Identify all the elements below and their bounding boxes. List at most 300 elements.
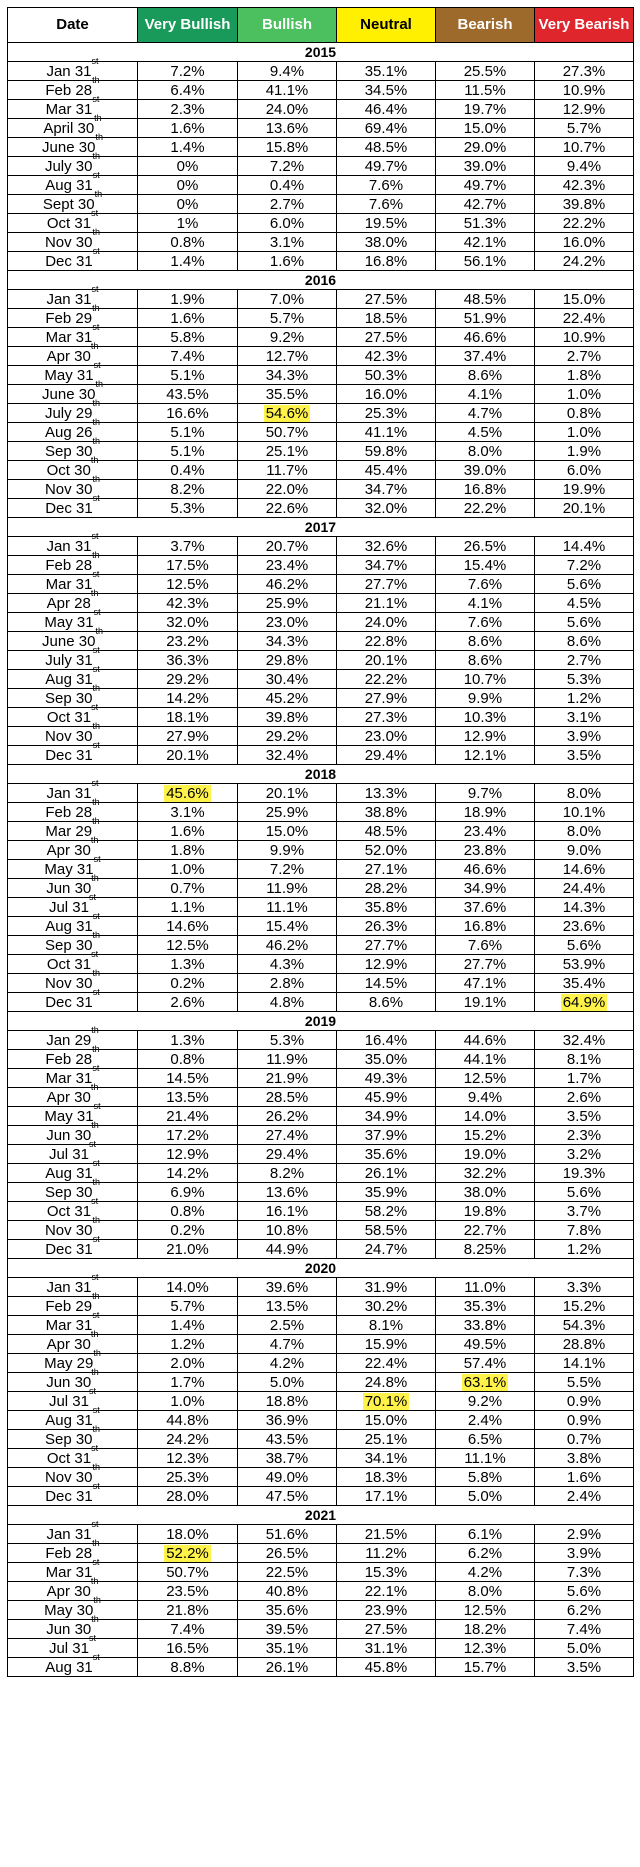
value-text: 3.5% [566, 1107, 602, 1125]
column-header-bullish: Bullish [238, 8, 337, 43]
value-cell-very-bearish [535, 62, 634, 81]
value-cell-bearish [436, 1335, 535, 1354]
date-cell [8, 834, 138, 860]
date-ordinal-suffix: st [93, 853, 101, 864]
value-cell-neutral [337, 537, 436, 556]
value-cell-bearish [436, 1069, 535, 1088]
value-cell-bullish [238, 214, 337, 233]
value-text: 27.3% [364, 708, 408, 726]
value-text: 38.0% [364, 233, 408, 251]
value-text: 26.5% [463, 537, 507, 555]
value-cell-bearish [436, 385, 535, 404]
date-text: Nov 30 [44, 1468, 93, 1486]
year-row [8, 43, 634, 62]
value-text: 7.8% [566, 1221, 602, 1239]
date-cell [8, 473, 138, 499]
value-cell-very-bearish [535, 176, 634, 195]
value-cell-neutral [337, 62, 436, 81]
value-cell-neutral [337, 442, 436, 461]
date-cell [8, 397, 138, 423]
value-cell-very-bullish [138, 119, 238, 138]
value-text: 12.7% [265, 347, 309, 365]
value-text: 14.5% [364, 974, 408, 992]
date-cell [8, 226, 138, 252]
value-text: 3.8% [566, 1449, 602, 1467]
date-cell [8, 283, 138, 309]
column-header-bearish: Bearish [436, 8, 535, 43]
date-text: Apr 28 [46, 594, 91, 612]
value-cell-bullish [238, 1392, 337, 1411]
value-cell-very-bearish [535, 993, 634, 1012]
value-cell-bullish [238, 1639, 337, 1658]
date-ordinal-suffix: st [93, 359, 101, 370]
value-text: 16.6% [166, 404, 209, 422]
value-cell-bullish [238, 1430, 337, 1449]
table-row [8, 955, 634, 974]
value-cell-bearish [436, 1183, 535, 1202]
value-cell-bullish [238, 537, 337, 556]
value-cell-very-bearish [535, 955, 634, 974]
value-text: 12.5% [166, 936, 209, 954]
value-cell-bullish [238, 1107, 337, 1126]
value-text: 0% [176, 157, 199, 175]
table-row [8, 385, 634, 404]
value-text: 12.5% [166, 575, 209, 593]
value-text: 15.8% [265, 138, 309, 156]
table-row [8, 1601, 634, 1620]
date-ordinal-suffix: th [92, 682, 101, 693]
value-cell-very-bearish [535, 423, 634, 442]
table-row [8, 157, 634, 176]
value-text: 6.2% [467, 1544, 503, 1562]
value-cell-very-bearish [535, 1392, 634, 1411]
date-ordinal-suffix: th [92, 1537, 100, 1548]
date-ordinal-suffix: st [92, 93, 100, 104]
value-cell-bullish [238, 1620, 337, 1639]
value-text: 32.0% [364, 499, 408, 517]
date-ordinal-suffix: th [92, 397, 101, 408]
date-text: Sep 30 [44, 442, 93, 460]
table-row [8, 1354, 634, 1373]
value-cell-neutral [337, 423, 436, 442]
date-ordinal-suffix: st [92, 1404, 100, 1415]
value-text: 17.1% [364, 1487, 408, 1505]
value-text: 39.5% [265, 1620, 309, 1638]
date-ordinal-suffix: th [95, 131, 103, 142]
value-cell-very-bullish [138, 290, 238, 309]
value-cell-neutral [337, 727, 436, 746]
value-cell-bullish [238, 575, 337, 594]
value-text: 22.5% [265, 1563, 309, 1581]
date-cell [8, 245, 138, 271]
value-cell-bullish [238, 252, 337, 271]
value-cell-neutral [337, 119, 436, 138]
value-cell-bearish [436, 1164, 535, 1183]
value-text: 18.9% [463, 803, 507, 821]
value-text: 16.8% [463, 480, 507, 498]
value-cell-bullish [238, 1126, 337, 1145]
value-cell-bearish [436, 1449, 535, 1468]
value-text: 18.8% [265, 1392, 309, 1410]
value-text: 7.3% [566, 1563, 602, 1581]
date-cell [8, 948, 138, 974]
value-cell-neutral [337, 1088, 436, 1107]
table-row [8, 1107, 634, 1126]
value-text: 1.0% [566, 423, 602, 441]
value-cell-bullish [238, 860, 337, 879]
date-cell [8, 1632, 138, 1658]
value-cell-bullish [238, 594, 337, 613]
value-text: 42.1% [463, 233, 507, 251]
table-row [8, 689, 634, 708]
year-row [8, 765, 634, 784]
date-ordinal-suffix: th [92, 1290, 100, 1301]
value-text: 21.0% [166, 1240, 209, 1258]
date-cell [8, 55, 138, 81]
value-text: 27.7% [364, 936, 408, 954]
table-row [8, 537, 634, 556]
value-cell-neutral [337, 1582, 436, 1601]
value-cell-very-bearish [535, 1107, 634, 1126]
value-cell-very-bearish [535, 1373, 634, 1392]
date-ordinal-suffix: th [92, 302, 100, 313]
table-row [8, 81, 634, 100]
value-cell-very-bearish [535, 461, 634, 480]
value-cell-very-bullish [138, 1088, 238, 1107]
date-ordinal-suffix: st [91, 1518, 99, 1529]
value-cell-neutral [337, 290, 436, 309]
value-cell-very-bullish [138, 822, 238, 841]
value-cell-very-bearish [535, 727, 634, 746]
value-cell-bearish [436, 1658, 535, 1677]
date-cell [8, 1537, 138, 1563]
value-cell-bearish [436, 404, 535, 423]
value-cell-very-bullish [138, 613, 238, 632]
value-text: 1.9% [566, 442, 602, 460]
date-cell [8, 1423, 138, 1449]
value-text: 39.8% [265, 708, 309, 726]
value-text: 7.6% [368, 176, 404, 194]
value-cell-very-bullish [138, 651, 238, 670]
value-text: 46.4% [364, 100, 408, 118]
date-ordinal-suffix: th [91, 1024, 99, 1035]
date-ordinal-suffix: th [90, 340, 99, 351]
date-text: Feb 29 [45, 309, 93, 327]
date-text: Sep 30 [44, 689, 93, 707]
date-ordinal-suffix: th [92, 549, 100, 560]
table-row [8, 404, 634, 423]
table-row [8, 1544, 634, 1563]
date-ordinal-suffix: st [93, 1100, 101, 1111]
value-text: 2.6% [566, 1088, 602, 1106]
value-text: 8.0% [467, 442, 503, 460]
value-text: 1.2% [566, 689, 602, 707]
value-text: 29.2% [265, 727, 309, 745]
value-text: 20.1% [364, 651, 408, 669]
value-text: 24.2% [562, 252, 606, 270]
value-text: 5.6% [566, 575, 602, 593]
value-cell-bearish [436, 632, 535, 651]
date-text: Oct 31 [46, 214, 92, 232]
value-text: 1.2% [566, 1240, 602, 1258]
value-cell-very-bearish [535, 1069, 634, 1088]
value-text: 14.1% [562, 1354, 606, 1372]
date-text: Oct 30 [46, 461, 91, 479]
value-cell-bullish [238, 423, 337, 442]
date-text: Dec 31 [45, 1487, 93, 1505]
table-row [8, 1316, 634, 1335]
date-text: May 31 [44, 366, 94, 384]
value-cell-bearish [436, 974, 535, 993]
highlighted-value-text: 63.1% [463, 1373, 507, 1391]
value-text: 38.0% [463, 1183, 507, 1201]
value-cell-neutral [337, 917, 436, 936]
value-text: 0.2% [170, 974, 205, 992]
value-cell-neutral [337, 385, 436, 404]
date-text: Jul 31 [48, 1392, 89, 1410]
value-text: 51.6% [265, 1525, 309, 1543]
value-cell-very-bullish [138, 442, 238, 461]
date-cell [8, 169, 138, 195]
value-cell-neutral [337, 1449, 436, 1468]
date-cell [8, 606, 138, 632]
value-cell-bearish [436, 290, 535, 309]
table-row [8, 1487, 634, 1506]
value-text: 32.2% [463, 1164, 507, 1182]
value-text: 4.7% [467, 404, 503, 422]
table-row [8, 1468, 634, 1487]
value-text: 42.7% [463, 195, 507, 213]
value-cell-bullish [238, 1544, 337, 1563]
table-row [8, 1563, 634, 1582]
value-text: 35.1% [265, 1639, 309, 1657]
value-text: 58.2% [364, 1202, 408, 1220]
value-text: 26.5% [265, 1544, 309, 1562]
value-cell-very-bearish [535, 1468, 634, 1487]
date-cell [8, 74, 138, 100]
value-cell-bullish [238, 157, 337, 176]
value-text: 16.8% [364, 252, 408, 270]
date-text: May 30 [44, 1601, 94, 1619]
value-cell-very-bearish [535, 195, 634, 214]
value-cell-very-bullish [138, 727, 238, 746]
value-cell-very-bearish [535, 594, 634, 613]
value-text: 9.9% [269, 841, 305, 859]
value-cell-very-bearish [535, 1411, 634, 1430]
value-cell-neutral [337, 1164, 436, 1183]
value-cell-bearish [436, 936, 535, 955]
date-text: May 31 [44, 1107, 94, 1125]
value-cell-very-bearish [535, 936, 634, 955]
value-cell-very-bullish [138, 936, 238, 955]
date-text: Aug 31 [45, 670, 93, 688]
date-text: Jan 31 [46, 62, 92, 80]
value-text: 7.2% [269, 157, 305, 175]
value-text: 7.6% [467, 936, 503, 954]
value-cell-very-bullish [138, 328, 238, 347]
value-text: 44.1% [463, 1050, 507, 1068]
value-cell-bullish [238, 195, 337, 214]
value-cell-bearish [436, 1278, 535, 1297]
table-row [8, 328, 634, 347]
value-cell-very-bearish [535, 708, 634, 727]
value-text: 51.9% [463, 309, 507, 327]
value-text: 29.4% [364, 746, 408, 764]
table-row [8, 461, 634, 480]
value-text: 0% [176, 176, 199, 194]
date-text: Apr 30 [46, 347, 91, 365]
value-text: 10.7% [562, 138, 606, 156]
value-text: 15.0% [364, 1411, 408, 1429]
value-text: 15.2% [562, 1297, 606, 1315]
table-row [8, 1278, 634, 1297]
value-cell-bullish [238, 708, 337, 727]
value-cell-bearish [436, 214, 535, 233]
value-cell-neutral [337, 1525, 436, 1544]
value-text: 44.6% [463, 1031, 507, 1049]
date-ordinal-suffix: st [92, 1556, 100, 1567]
value-cell-very-bearish [535, 1031, 634, 1050]
value-text: 34.7% [364, 480, 408, 498]
value-cell-neutral [337, 81, 436, 100]
value-cell-very-bullish [138, 974, 238, 993]
table-body [8, 43, 634, 1677]
value-cell-very-bullish [138, 1639, 238, 1658]
value-text: 28.5% [265, 1088, 309, 1106]
value-text: 2.7% [269, 195, 305, 213]
value-text: 46.6% [463, 328, 507, 346]
value-text: 35.6% [364, 1145, 408, 1163]
date-cell [8, 1271, 138, 1297]
value-cell-bullish [238, 119, 337, 138]
date-cell [8, 701, 138, 727]
value-text: 11.0% [464, 1278, 506, 1296]
value-text: 48.5% [364, 822, 408, 840]
value-cell-very-bearish [535, 746, 634, 765]
value-cell-neutral [337, 1411, 436, 1430]
date-ordinal-suffix: st [89, 891, 97, 902]
value-text: 22.0% [265, 480, 309, 498]
value-text: 21.1% [364, 594, 408, 612]
value-cell-neutral [337, 1221, 436, 1240]
value-cell-very-bullish [138, 1468, 238, 1487]
value-cell-very-bullish [138, 537, 238, 556]
value-text: 1.7% [566, 1069, 602, 1087]
value-cell-bearish [436, 195, 535, 214]
value-cell-bullish [238, 898, 337, 917]
value-text: 41.1% [364, 423, 408, 441]
value-text: 11.7% [266, 461, 308, 479]
value-cell-bearish [436, 1563, 535, 1582]
value-cell-bullish [238, 1525, 337, 1544]
value-cell-bearish [436, 594, 535, 613]
date-cell [8, 777, 138, 803]
value-text: 42.3% [562, 176, 606, 194]
value-cell-very-bearish [535, 1430, 634, 1449]
value-cell-very-bullish [138, 1487, 238, 1506]
value-text: 14.2% [166, 1164, 209, 1182]
value-cell-neutral [337, 613, 436, 632]
value-text: 1.3% [170, 1031, 205, 1049]
value-cell-neutral [337, 347, 436, 366]
value-text: 1.4% [170, 138, 205, 156]
value-text: 23.0% [265, 613, 309, 631]
value-text: 11.9% [266, 1050, 308, 1068]
value-text: 0.4% [269, 176, 305, 194]
date-ordinal-suffix: st [92, 568, 100, 579]
value-cell-very-bearish [535, 1183, 634, 1202]
date-cell [8, 929, 138, 955]
date-ordinal-suffix: th [92, 720, 101, 731]
value-text: 21.9% [265, 1069, 309, 1087]
date-cell [8, 853, 138, 879]
value-text: 48.5% [463, 290, 507, 308]
date-cell [8, 682, 138, 708]
value-text: 43.5% [265, 1430, 309, 1448]
date-ordinal-suffix: st [89, 1632, 97, 1643]
value-text: 1.2% [170, 1335, 205, 1353]
value-cell-bearish [436, 1620, 535, 1639]
date-text: Oct 31 [46, 955, 92, 973]
value-cell-neutral [337, 1031, 436, 1050]
value-text: 1.6% [170, 119, 205, 137]
value-text: 69.4% [364, 119, 408, 137]
value-cell-very-bearish [535, 1639, 634, 1658]
value-text: 7.6% [467, 575, 503, 593]
value-text: 37.6% [463, 898, 507, 916]
value-cell-bearish [436, 1050, 535, 1069]
value-cell-neutral [337, 1620, 436, 1639]
date-cell [8, 1594, 138, 1620]
value-cell-bullish [238, 62, 337, 81]
value-text: 12.5% [463, 1069, 507, 1087]
value-text: 1.3% [170, 955, 205, 973]
value-cell-very-bullish [138, 632, 238, 651]
date-cell [8, 1347, 138, 1373]
value-cell-neutral [337, 1430, 436, 1449]
value-text: 13.6% [265, 1183, 309, 1201]
value-text: 12.9% [364, 955, 408, 973]
date-ordinal-suffix: st [92, 1233, 100, 1244]
value-text: 47.1% [463, 974, 507, 992]
date-text: June 30 [42, 632, 96, 650]
value-text: 22.4% [364, 1354, 408, 1372]
value-cell-neutral [337, 138, 436, 157]
value-cell-very-bullish [138, 1373, 238, 1392]
value-cell-very-bullish [138, 309, 238, 328]
column-header-very-bearish: Very Bearish [535, 8, 634, 43]
value-cell-very-bearish [535, 537, 634, 556]
value-cell-very-bearish [535, 1088, 634, 1107]
value-text: 11.2% [365, 1544, 407, 1562]
value-cell-bullish [238, 1202, 337, 1221]
value-cell-very-bullish [138, 784, 238, 803]
value-cell-bullish [238, 1031, 337, 1050]
date-text: Jul 31 [48, 1145, 89, 1163]
date-text: Aug 31 [45, 917, 93, 935]
year-label: 2019 [8, 1012, 634, 1031]
date-ordinal-suffix: th [90, 1328, 99, 1339]
date-ordinal-suffix: st [92, 739, 100, 750]
value-cell-neutral [337, 233, 436, 252]
value-text: 10.7% [463, 670, 507, 688]
value-cell-bullish [238, 1373, 337, 1392]
value-text: 24.2% [166, 1430, 209, 1448]
value-cell-very-bearish [535, 917, 634, 936]
date-ordinal-suffix: th [92, 1423, 101, 1434]
date-text: Nov 30 [44, 233, 93, 251]
value-text: 3.1% [269, 233, 305, 251]
